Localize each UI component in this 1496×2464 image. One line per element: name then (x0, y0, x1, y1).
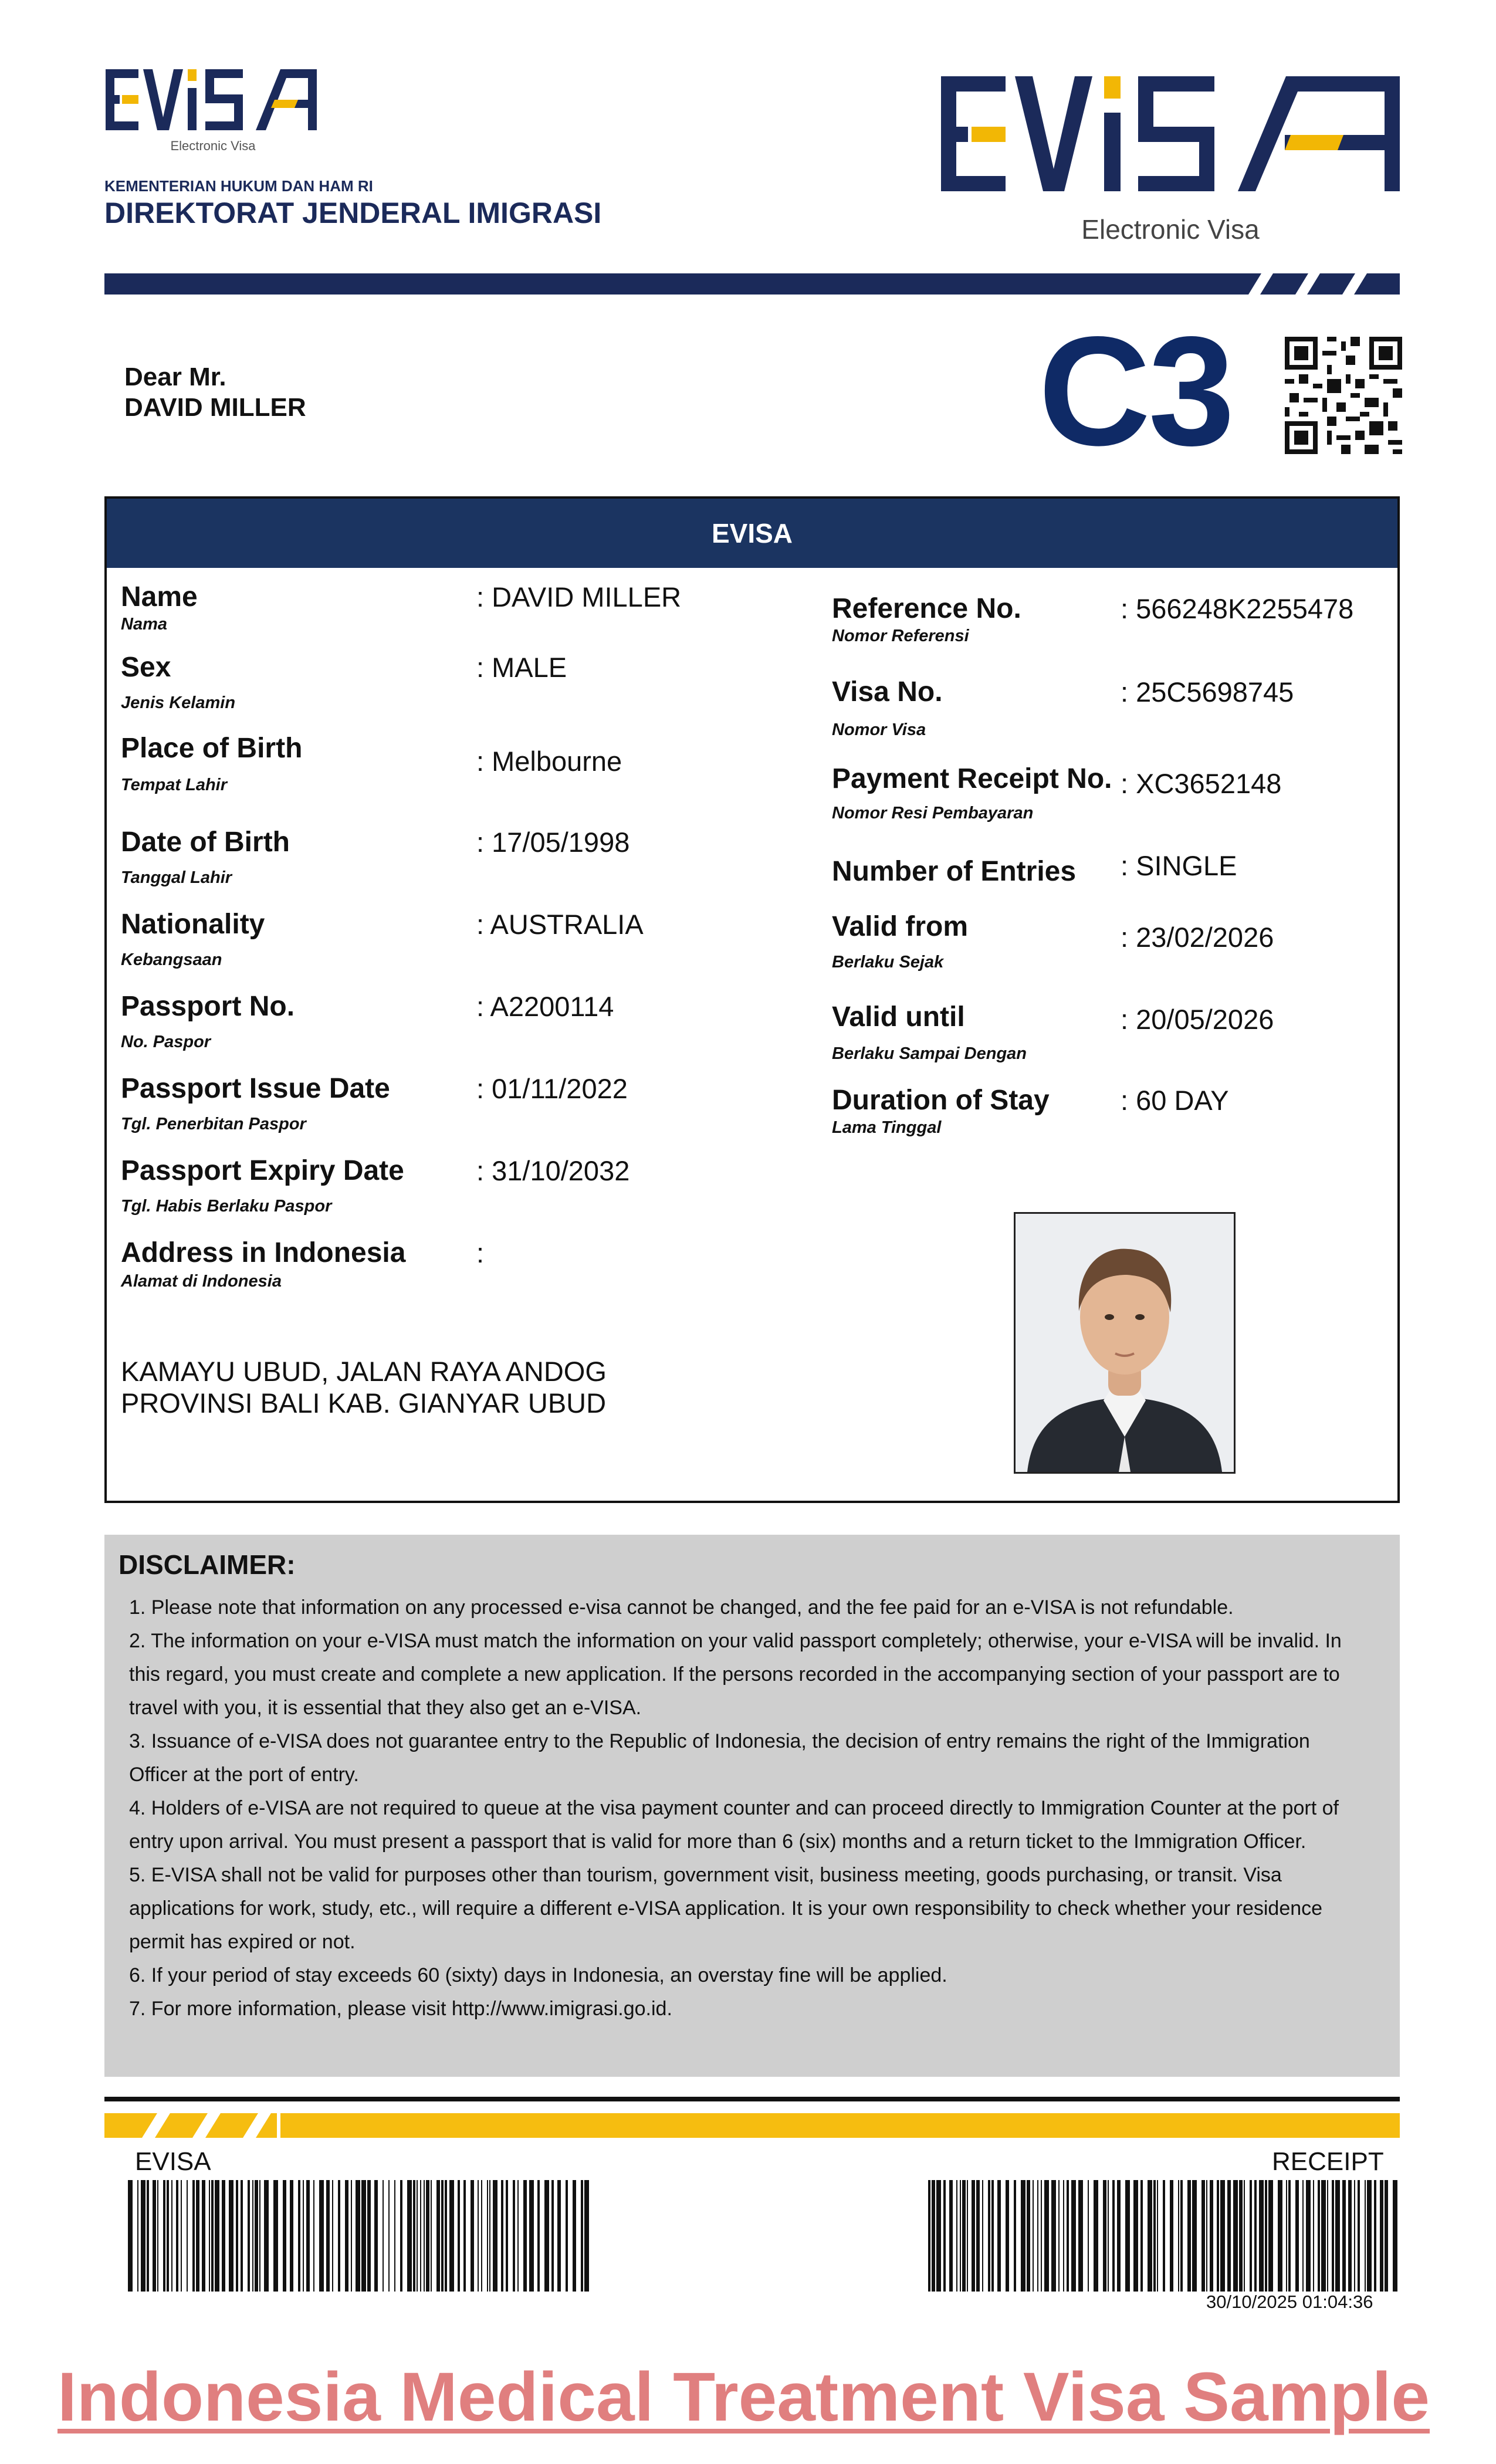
field-value-valid-until: : 20/05/2026 (1121, 1004, 1274, 1035)
disclaimer-item: 1. Please note that information on any processed e-visa cannot be changed, and the fee paid for an e-VISA is not refundable. (129, 1596, 1234, 1619)
field-value-date-of-birth: : 17/05/1998 (476, 827, 630, 858)
disclaimer-item: 7. For more information, please visit http://www.imigrasi.go.id. (129, 1998, 672, 2020)
field-sublabel: Tempat Lahir (121, 776, 228, 794)
field-label: Passport Issue Date (121, 1073, 390, 1104)
field-sublabel: Berlaku Sejak (832, 953, 944, 972)
field-label: Passport Expiry Date (121, 1155, 404, 1186)
field-sublabel: Nomor Visa (832, 720, 926, 739)
greeting-name: DAVID MILLER (124, 393, 306, 422)
evisa-logo-large (939, 69, 1402, 198)
address-line-1: KAMAYU UBUD, JALAN RAYA ANDOG (121, 1356, 607, 1387)
disclaimer-item: 2. The information on your e-VISA must match the information on your valid passport completely; otherwise, your e-VISA will be invalid. In this regard, you must create and complete a new application. If the persons recorded in the accompanying section of your passport are to travel with you, it is essential that they also get an e-VISA. (129, 1630, 1342, 1719)
field-label: Valid from (832, 911, 969, 942)
disclaimer-item: 4. Holders of e-VISA are not required to queue at the visa payment counter and can proceed directly to Immigration Counter at the port of entry upon arrival. You must present a passport that is valid for more than 6 (six) months and a return ticket to the Immigration Officer. (129, 1797, 1339, 1853)
disclaimer-item: 5. E-VISA shall not be valid for purposes other than tourism, government visit, business meeting, goods purchasing, or transit. Visa applications for work, study, etc., will require a different e-VISA application. It is your own responsibility to check whether your residence permit has expired or not. (129, 1864, 1323, 1953)
field-value-number-of-entries: : SINGLE (1121, 850, 1237, 881)
greeting-salutation: Dear Mr. (124, 363, 226, 391)
logo-subtitle-small: Electronic Visa (170, 138, 256, 153)
field-value-duration-of-stay: : 60 DAY (1121, 1085, 1229, 1116)
field-sublabel: Alamat di Indonesia (121, 1272, 282, 1291)
evisa-logo-small (104, 65, 327, 141)
barcode-label-evisa: EVISA (135, 2147, 211, 2176)
field-sublabel: Nomor Referensi (832, 627, 969, 645)
field-label: Place of Birth (121, 733, 303, 764)
field-value-passport-expiry-date: : 31/10/2032 (476, 1155, 630, 1186)
address-line-2: PROVINSI BALI KAB. GIANYAR UBUD (121, 1387, 607, 1419)
field-label: Duration of Stay (832, 1085, 1050, 1116)
field-sublabel: Lama Tinggal (832, 1118, 942, 1137)
qr-code-icon (1285, 337, 1402, 454)
field-value-place-of-birth: : Melbourne (476, 746, 622, 777)
disclaimer-list (129, 1591, 1373, 2026)
field-label: Date of Birth (121, 827, 290, 858)
footer-stripe-bar (104, 2113, 1400, 2138)
disclaimer-item: 3. Issuance of e-VISA does not guarantee entry to the Republic of Indonesia, the decision of entry remains the right of the Immigration Officer at the port of entry. (129, 1730, 1310, 1786)
field-label: Visa No. (832, 676, 943, 708)
field-value-passport-no: : A2200114 (476, 991, 614, 1022)
footer-divider-line (104, 2097, 1400, 2101)
receipt-barcode-icon (928, 2180, 1397, 2292)
field-label: Passport No. (121, 991, 295, 1022)
field-value-address-colon: : (476, 1237, 485, 1268)
barcode-label-receipt: RECEIPT (1272, 2147, 1384, 2176)
field-sublabel: Tgl. Habis Berlaku Paspor (121, 1197, 332, 1216)
header-divider-bar (104, 273, 1400, 295)
disclaimer-item: 6. If your period of stay exceeds 60 (sixty) days in Indonesia, an overstay fine will be applied. (129, 1964, 947, 1986)
field-value-nationality: : AUSTRALIA (476, 909, 644, 940)
passport-photo-icon (1014, 1212, 1236, 1474)
field-sublabel: Jenis Kelamin (121, 693, 236, 712)
field-sublabel: Tanggal Lahir (121, 868, 232, 887)
box-header: EVISA (107, 499, 1397, 568)
field-label: Reference No. (832, 593, 1021, 624)
field-label: Valid until (832, 1001, 965, 1033)
field-label: Number of Entries (832, 856, 1077, 887)
visa-class-code: C3 (1038, 304, 1233, 478)
field-value-visa-no: : 25C5698745 (1121, 676, 1294, 708)
field-sublabel: Kebangsaan (121, 950, 222, 969)
logo-subtitle-large: Electronic Visa (1081, 214, 1260, 245)
field-label: Address in Indonesia (121, 1237, 406, 1268)
field-sublabel: Nomor Resi Pembayaran (832, 804, 1034, 823)
evisa-barcode-icon (128, 2180, 595, 2292)
disclaimer-title: DISCLAIMER: (119, 1549, 296, 1580)
ministry-name: KEMENTERIAN HUKUM DAN HAM RI (104, 177, 373, 195)
field-label: Name (121, 581, 198, 612)
field-sublabel: No. Paspor (121, 1033, 211, 1051)
field-sublabel: Berlaku Sampai Dengan (832, 1044, 1027, 1063)
directorate-name: DIREKTORAT JENDERAL IMIGRASI (104, 197, 602, 229)
field-value-sex: : MALE (476, 652, 567, 683)
field-value-reference-no: : 566248K2255478 (1121, 593, 1354, 624)
receipt-timestamp: 30/10/2025 01:04:36 (1206, 2292, 1373, 2312)
field-value-payment-receipt-no: : XC3652148 (1121, 768, 1282, 799)
field-value-passport-issue-date: : 01/11/2022 (476, 1073, 628, 1104)
field-label: Nationality (121, 909, 265, 940)
field-value-name: : DAVID MILLER (476, 581, 682, 612)
field-sublabel: Tgl. Penerbitan Paspor (121, 1115, 306, 1133)
field-label: Payment Receipt No. (832, 763, 1112, 794)
field-sublabel: Nama (121, 615, 167, 634)
field-label: Sex (121, 652, 171, 683)
field-value-valid-from: : 23/02/2026 (1121, 922, 1274, 953)
sample-caption: Indonesia Medical Treatment Visa Sample (57, 2358, 1430, 2436)
